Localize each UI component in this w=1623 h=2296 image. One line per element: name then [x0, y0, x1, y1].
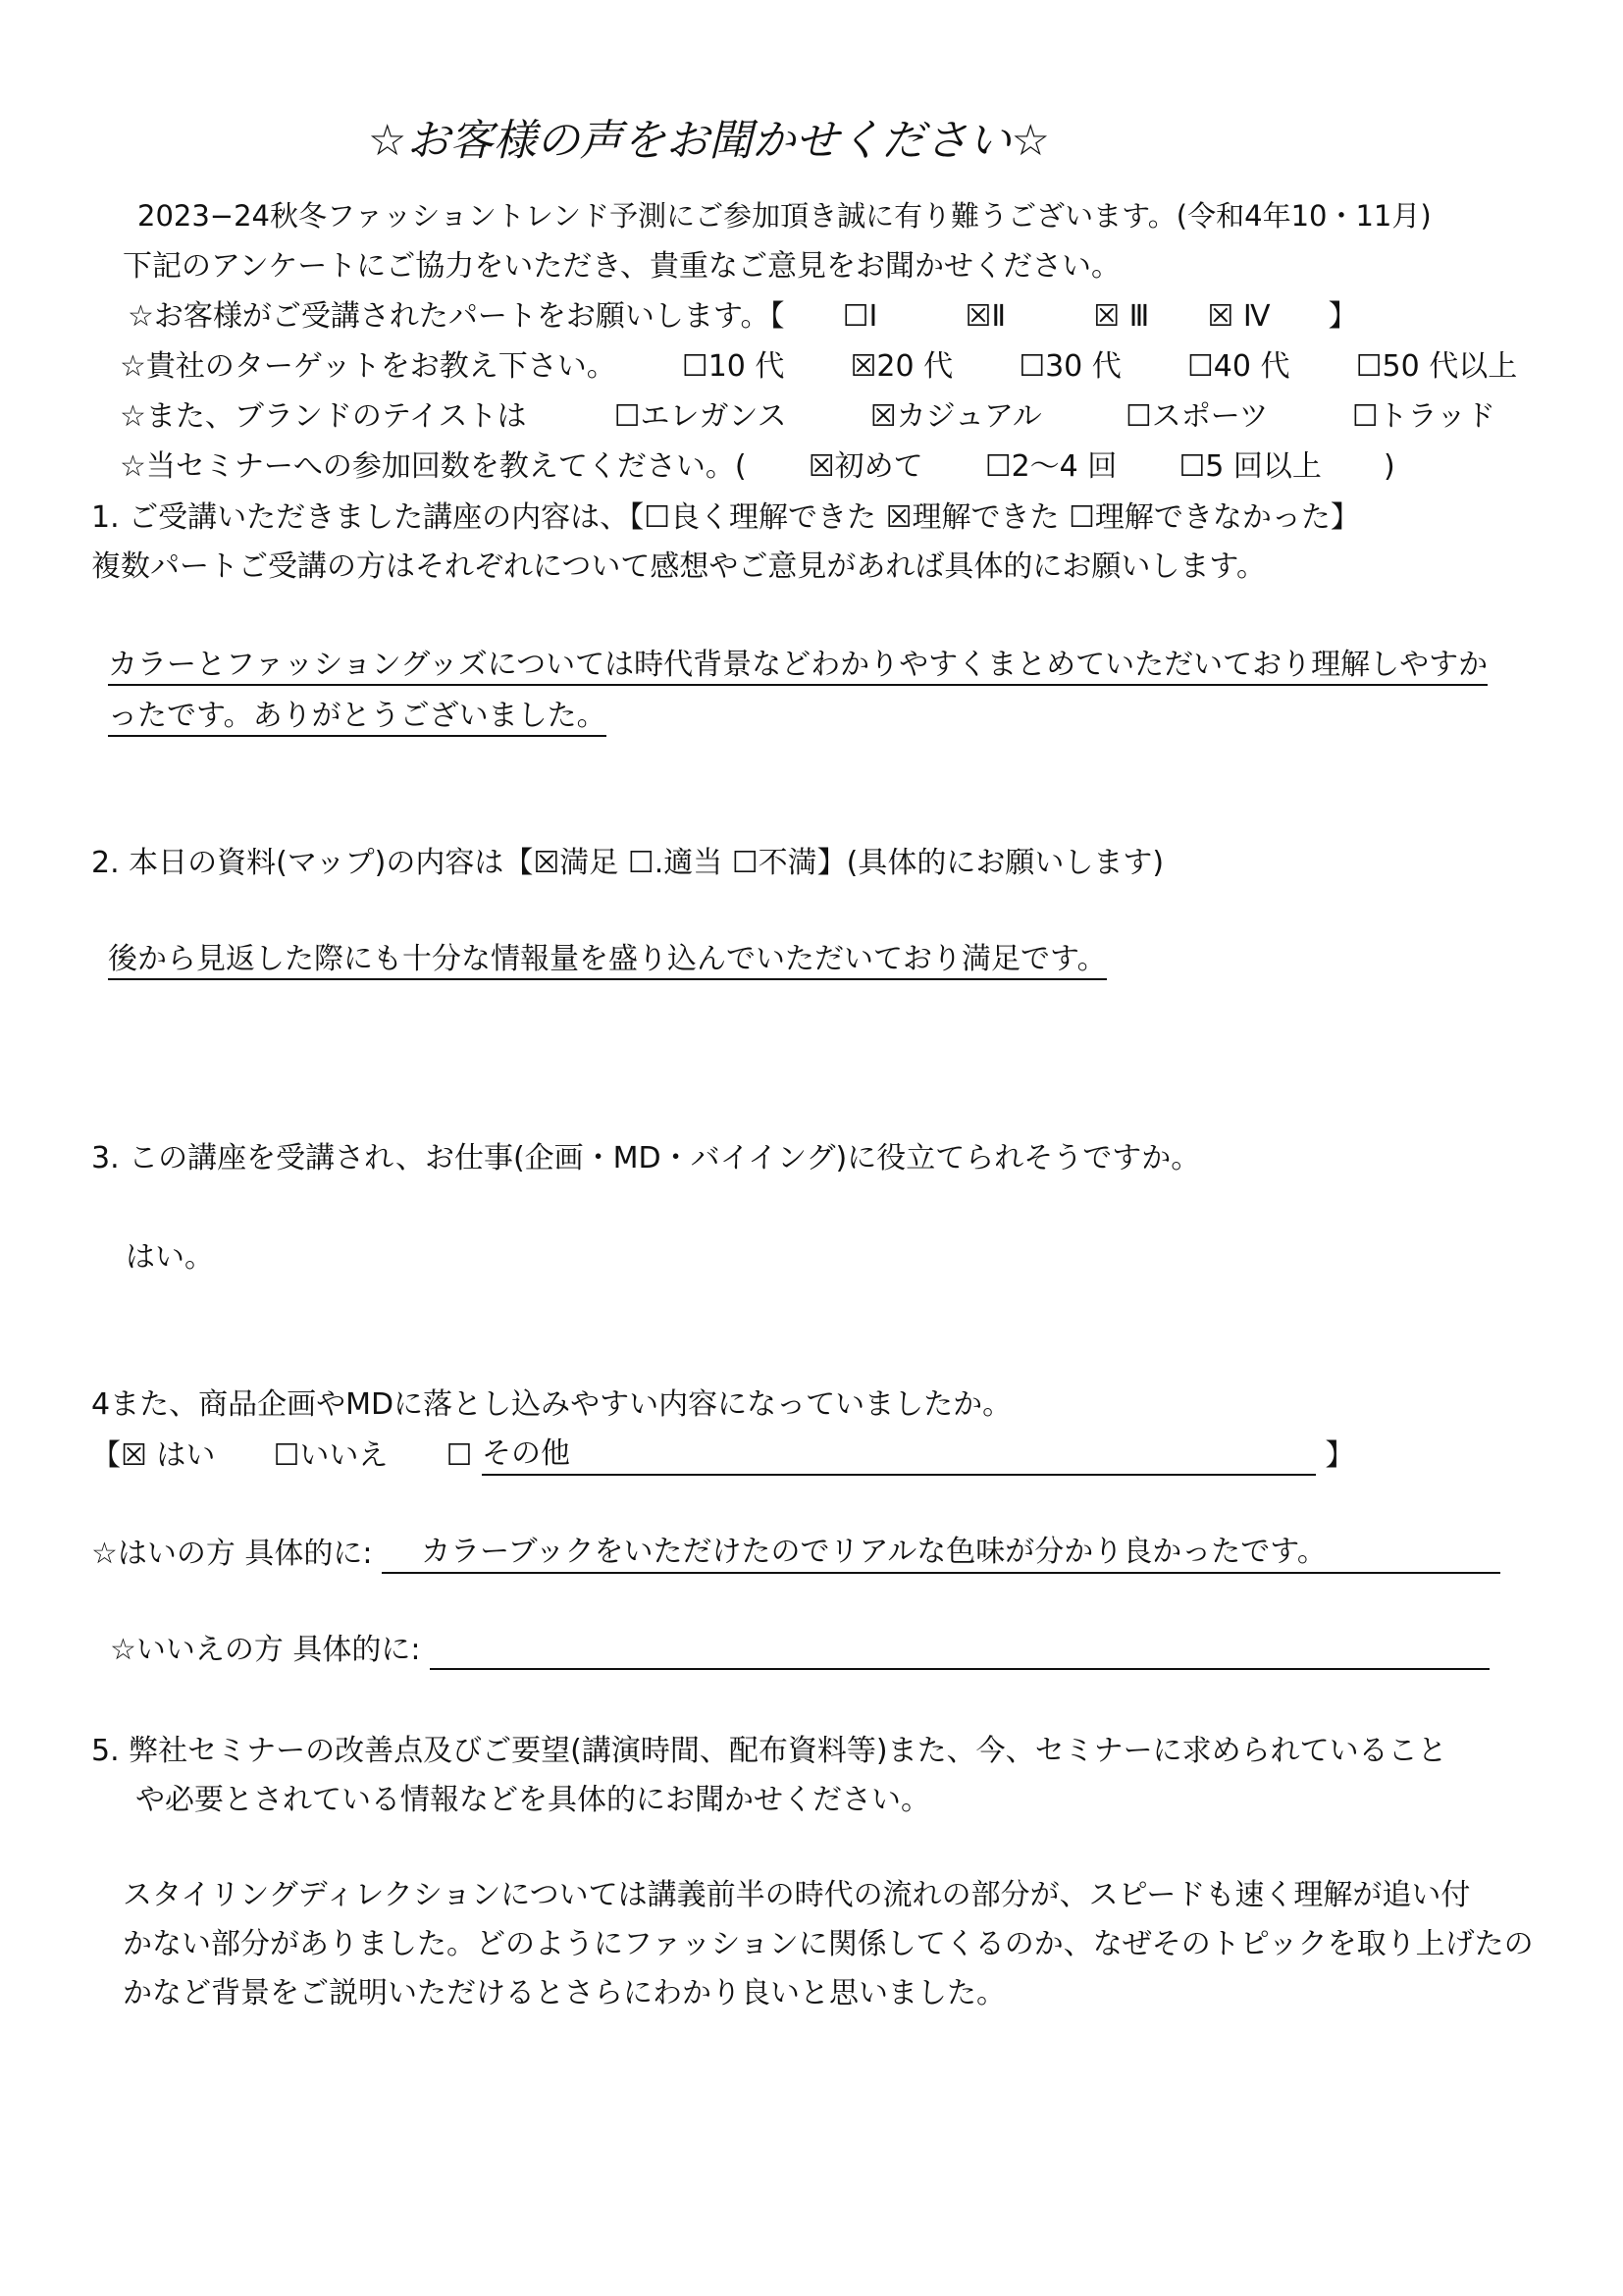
q4-yes-label: ☆はいの方 具体的に: [91, 1537, 373, 1571]
q5-answer-line-1: スタイリングディレクションについては講義前半の時代の流れの部分が、スピードも速く理解が追い付 [123, 1878, 1471, 1912]
intro-line-1: 2023−24秋冬ファッショントレンド予測にご参加頂き誠に有り難うございます。(令和4年10・11月) [137, 199, 1432, 233]
q4-option-close: 】 [1325, 1438, 1355, 1473]
parts-close: 】 [1328, 299, 1358, 334]
taste-option-1[interactable]: ☐エレガンス [613, 399, 787, 434]
q4-no-row [110, 1631, 1490, 1670]
target-option-4[interactable]: ☐40 代 [1186, 349, 1290, 384]
q2-question: 2. 本日の資料(マップ)の内容は【☒満足 ☐.適当 ☐不満】(具体的にお願いします) [91, 846, 1165, 880]
q4-options-row [91, 1435, 1355, 1476]
attendance-option-1[interactable]: ☒初めて [808, 449, 923, 484]
taste-option-3[interactable]: ☐スポーツ [1125, 399, 1269, 434]
taste-label: ☆また、ブランドのテイストは [120, 399, 527, 434]
attendance-close: ) [1384, 449, 1395, 484]
parts-row [128, 297, 1358, 337]
q2-answer: 後から見返した際にも十分な情報量を盛り込んでいただいており満足です。 [108, 942, 1107, 980]
attendance-label: ☆当セミナーへの参加回数を教えてください。( [120, 449, 747, 484]
q4-option-no[interactable]: ☐いいえ [273, 1438, 389, 1473]
q4-no-label: ☆いいえの方 具体的に: [110, 1633, 421, 1667]
q4-option-yes[interactable]: 【☒ はい [91, 1438, 216, 1473]
q4-no-answer-blank[interactable] [430, 1635, 1490, 1670]
page-title: ☆お客様の声をお聞かせください☆ [368, 116, 1050, 166]
taste-row [120, 397, 1495, 437]
parts-option-4[interactable]: ☒ Ⅳ [1207, 299, 1271, 334]
q1-note: 複数パートご受講の方はそれぞれについて感想やご意見があれば具体的にお願いします。 [91, 549, 1266, 584]
q1-question: 1. ご受講いただきました講座の内容は、【☐良く理解できた ☒理解できた ☐理解できなかった】 [91, 500, 1360, 535]
target-option-3[interactable]: ☐30 代 [1019, 349, 1122, 384]
q4-option-other: その他 [481, 1436, 570, 1471]
target-option-2[interactable]: ☒20 代 [850, 349, 954, 384]
parts-option-2[interactable]: ☒Ⅱ [965, 299, 1007, 334]
taste-option-2[interactable]: ☒カジュアル [869, 399, 1042, 434]
target-row [120, 347, 1517, 387]
attendance-option-2[interactable]: ☐2〜4 回 [984, 449, 1118, 484]
q1-answer-line-2: ったです。ありがとうございました。 [108, 699, 606, 737]
q4-yes-row [91, 1533, 1500, 1574]
q4-question: 4また、商品企画やMDに落とし込みやすい内容になっていましたか。 [91, 1387, 1013, 1422]
q3-question: 3. この講座を受講され、お仕事(企画・MD・バイイング)に役立てられそうですか。 [91, 1141, 1201, 1175]
q5-answer-line-3: かなど背景をご説明いただけるとさらにわかり良いと思いました。 [123, 1976, 1006, 2010]
q4-option-other-box[interactable]: ☐ [445, 1438, 473, 1473]
q5-question-line-1: 5. 弊社セミナーの改善点及びご要望(講演時間、配布資料等)また、今、セミナーに求められていること [91, 1734, 1447, 1768]
parts-option-3[interactable]: ☒ Ⅲ [1093, 299, 1150, 334]
taste-option-4[interactable]: ☐トラッド [1351, 399, 1495, 434]
q5-answer-line-2: かない部分がありました。どのようにファッションに関係してくるのか、なぜそのトピックを取り上げたの [123, 1927, 1534, 1961]
attendance-row [120, 447, 1395, 487]
parts-option-1[interactable]: ☐I [842, 299, 878, 334]
intro-line-2: 下記のアンケートにご協力をいただき、貴重なご意見をお聞かせください。 [123, 249, 1121, 284]
attendance-option-3[interactable]: ☐5 回以上 [1178, 449, 1322, 484]
target-option-1[interactable]: ☐10 代 [681, 349, 785, 384]
q4-yes-answer: カラーブックをいただけたのでリアルな色味が分かり良かったです。 [421, 1535, 1327, 1569]
parts-label: ☆お客様がご受講されたパートをお願いします。【 [128, 299, 785, 334]
q3-answer: はい。 [126, 1240, 214, 1275]
target-label: ☆貴社のターゲットをお教え下さい。 [120, 349, 616, 384]
target-option-5[interactable]: ☐50 代以上 [1355, 349, 1518, 384]
q5-question-line-2: や必要とされている情報などを具体的にお聞かせください。 [135, 1783, 930, 1817]
q1-answer-line-1: カラーとファッショングッズについては時代背景などわかりやすくまとめていただいており理解しやすか [108, 648, 1488, 686]
